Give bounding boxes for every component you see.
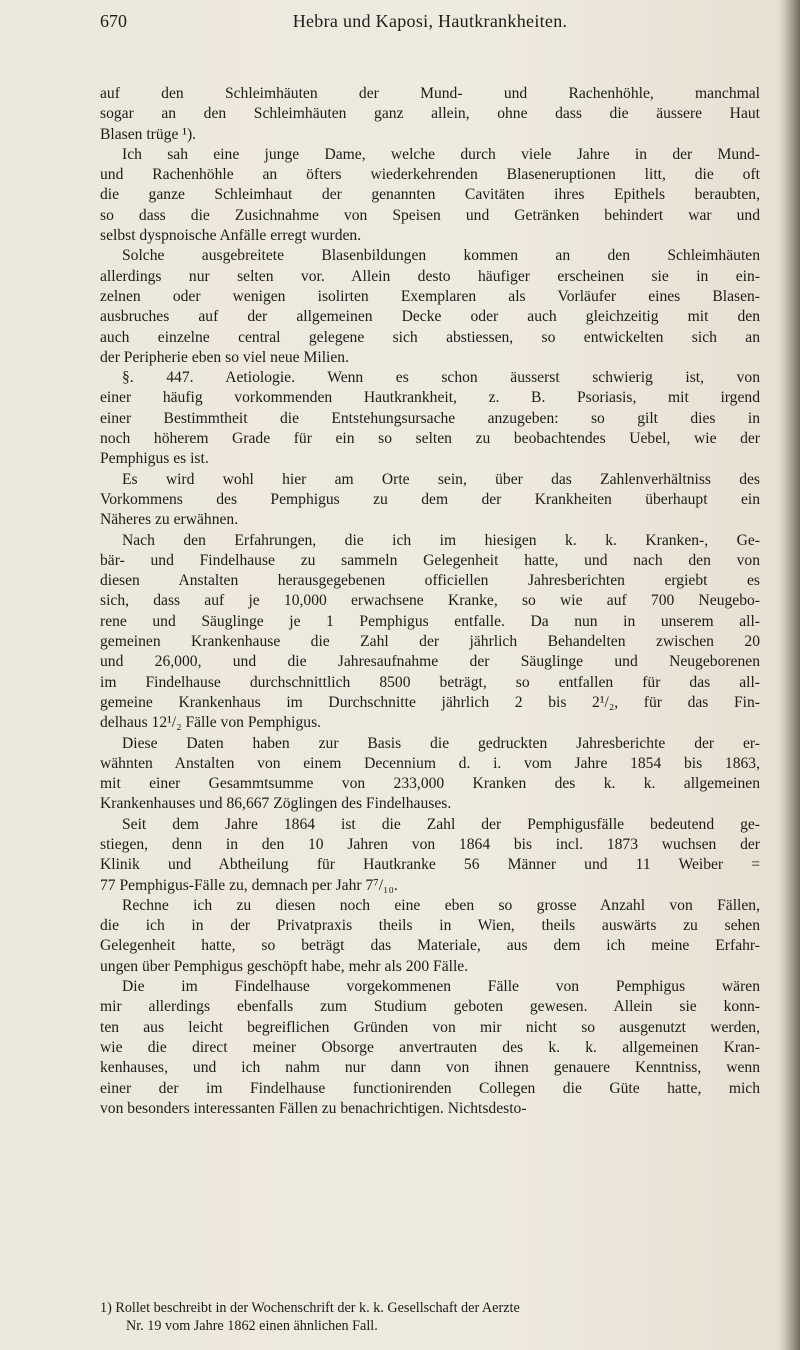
text-line: Rechne ich zu diesen noch eine eben so grosse Anzahl von Fällen,: [122, 896, 760, 914]
text-line: Es wird wohl hier am Orte sein, über das Zahlenverhältniss des: [122, 470, 760, 488]
text-line: von besonders interessanten Fällen zu benachrichtigen. Nichtsdesto-: [100, 1099, 527, 1117]
text-line: 77 Pemphigus-Fälle zu, demnach per Jahr 7⁷/₁₀.: [100, 876, 398, 894]
text-line: Krankenhauses und 86,667 Zöglingen des Findelhauses.: [100, 795, 452, 813]
text-line: und 26,000, und die Jahresaufnahme der Säuglinge und Neugeborenen: [100, 653, 760, 671]
text-line: Seit dem Jahre 1864 ist die Zahl der Pemphigusfälle bedeutend ge-: [122, 815, 760, 833]
text-line: gemeinen Krankenhause die Zahl der jährlich Behandelten zwischen 20: [100, 633, 760, 651]
page-header: [100, 8, 760, 34]
text-line: kenhauses, und ich nahm nur dann von ihnen genauere Kenntniss, wenn: [100, 1059, 760, 1077]
text-line: Nach den Erfahrungen, die ich im hiesigen k. k. Kranken-, Ge-: [122, 531, 760, 549]
text-line: delhaus 12¹/₂ Fälle von Pemphigus.: [100, 714, 322, 732]
text-line: Die im Findelhause vorgekommenen Fälle von Pemphigus wären: [122, 978, 760, 996]
text-line: rene und Säuglinge je 1 Pemphigus entfalle. Da nun in unserem all-: [100, 612, 760, 630]
text-line: bär- und Findelhause zu sammeln Gelegenheit hatte, und nach den von: [100, 551, 760, 569]
footnote-line: 1) Rollet beschreibt in der Wochenschrift der k. k. Gesellschaft der Aerzte: [100, 1300, 520, 1316]
text-line: Solche ausgebreitete Blasenbildungen kommen an den Schleimhäuten: [122, 247, 760, 265]
text-line: Gelegenheit hatte, so beträgt das Materiale, aus dem ich meine Erfahr-: [100, 937, 760, 955]
text-line: Pemphigus es ist.: [100, 450, 209, 468]
text-line: noch höherem Grade für ein so selten zu beobachtendes Uebel, wie der: [100, 430, 760, 448]
text-line: Näheres zu erwähnen.: [100, 511, 239, 529]
footnote-line: Nr. 19 vom Jahre 1862 einen ähnlichen Fall.: [126, 1318, 378, 1334]
text-line: wie die direct meiner Obsorge anvertrauten des k. k. allgemeinen Kran-: [100, 1038, 760, 1056]
text-line: der Peripherie eben so viel neue Milien.: [100, 348, 349, 366]
text-line: so dass die Zusichnahme von Speisen und Getränken behindert war und: [100, 206, 760, 224]
page-number: 670: [100, 11, 127, 31]
text-line: Ich sah eine junge Dame, welche durch viele Jahre in der Mund-: [122, 145, 760, 163]
page-edge-shadow: [778, 0, 800, 1350]
text-line: sich, dass auf je 10,000 erwachsene Kranke, so wie auf 700 Neugebo-: [100, 592, 760, 610]
text-line: wähnten Anstalten von einem Decennium d. i. vom Jahre 1854 bis 1863,: [100, 754, 760, 772]
text-line: einer häufig vorkommenden Hautkrankheit, z. B. Psoriasis, mit irgend: [100, 389, 760, 407]
text-line: einer Bestimmtheit die Entstehungsursache anzugeben: so gilt dies in: [100, 409, 760, 427]
text-line: ungen über Pemphigus geschöpft habe, mehr als 200 Fälle.: [100, 957, 469, 975]
text-line: ausbruches auf der allgemeinen Decke oder auch gleichzeitig mit den: [100, 308, 760, 326]
text-line: zelnen oder wenigen isolirten Exemplaren als Vorläufer eines Blasen-: [100, 287, 760, 305]
body-text: [100, 84, 760, 1119]
text-line: allerdings nur selten vor. Allein desto häufiger erscheinen sie in ein-: [100, 267, 760, 285]
footnote: [100, 1299, 770, 1335]
text-line: diesen Anstalten herausgegebenen officiellen Jahresberichten ergiebt es: [100, 572, 760, 590]
text-line: sogar an den Schleimhäuten ganz allein, ohne dass die äussere Haut: [100, 105, 760, 123]
text-line: auch einzelne central gelegene sich abstiessen, so entwickelten sich an: [100, 328, 760, 346]
text-line: ten aus leicht begreiflichen Gründen von mir nicht so ausgenutzt werden,: [100, 1018, 760, 1036]
text-line: stiegen, denn in den 10 Jahren von 1864 bis incl. 1873 wuchsen der: [100, 835, 760, 853]
text-line: mit einer Gesammtsumme von 233,000 Kranken des k. k. allgemeinen: [100, 775, 760, 793]
running-title: Hebra und Kaposi, Hautkrankheiten.: [292, 11, 568, 31]
text-line: Diese Daten haben zur Basis die gedruckten Jahresberichte der er-: [122, 734, 760, 752]
text-line: und Rachenhöhle an öfters wiederkehrenden Blaseneruptionen litt, die oft: [100, 166, 760, 184]
text-line: die ich in der Privatpraxis theils in Wien, theils auswärts zu sehen: [100, 917, 760, 935]
text-line: mir allerdings ebenfalls zum Studium geboten gewesen. Allein sie konn-: [100, 998, 760, 1016]
text-line: die ganze Schleimhaut der genannten Cavitäten ihres Epithels beraubten,: [100, 186, 760, 204]
text-line: auf den Schleimhäuten der Mund- und Rachenhöhle, manchmal: [100, 85, 760, 102]
text-line: gemeine Krankenhaus im Durchschnitte jährlich 2 bis 2¹/₂, für das Fin-: [100, 693, 760, 711]
text-line: im Findelhause durchschnittlich 8500 beträgt, so entfallen für das all-: [100, 673, 760, 691]
text-line: Vorkommens des Pemphigus zu dem der Krankheiten überhaupt ein: [100, 490, 760, 508]
text-line: selbst dyspnoische Anfälle erregt wurden.: [100, 227, 362, 245]
text-line: Klinik und Abtheilung für Hautkranke 56 Männer und 11 Weiber =: [100, 856, 760, 874]
text-line: Blasen trüge ¹).: [100, 125, 197, 143]
text-line: §. 447. Aetiologie. Wenn es schon äusserst schwierig ist, von: [122, 369, 760, 387]
text-line: einer der im Findelhause functionirenden Collegen die Güte hatte, mich: [100, 1079, 760, 1097]
